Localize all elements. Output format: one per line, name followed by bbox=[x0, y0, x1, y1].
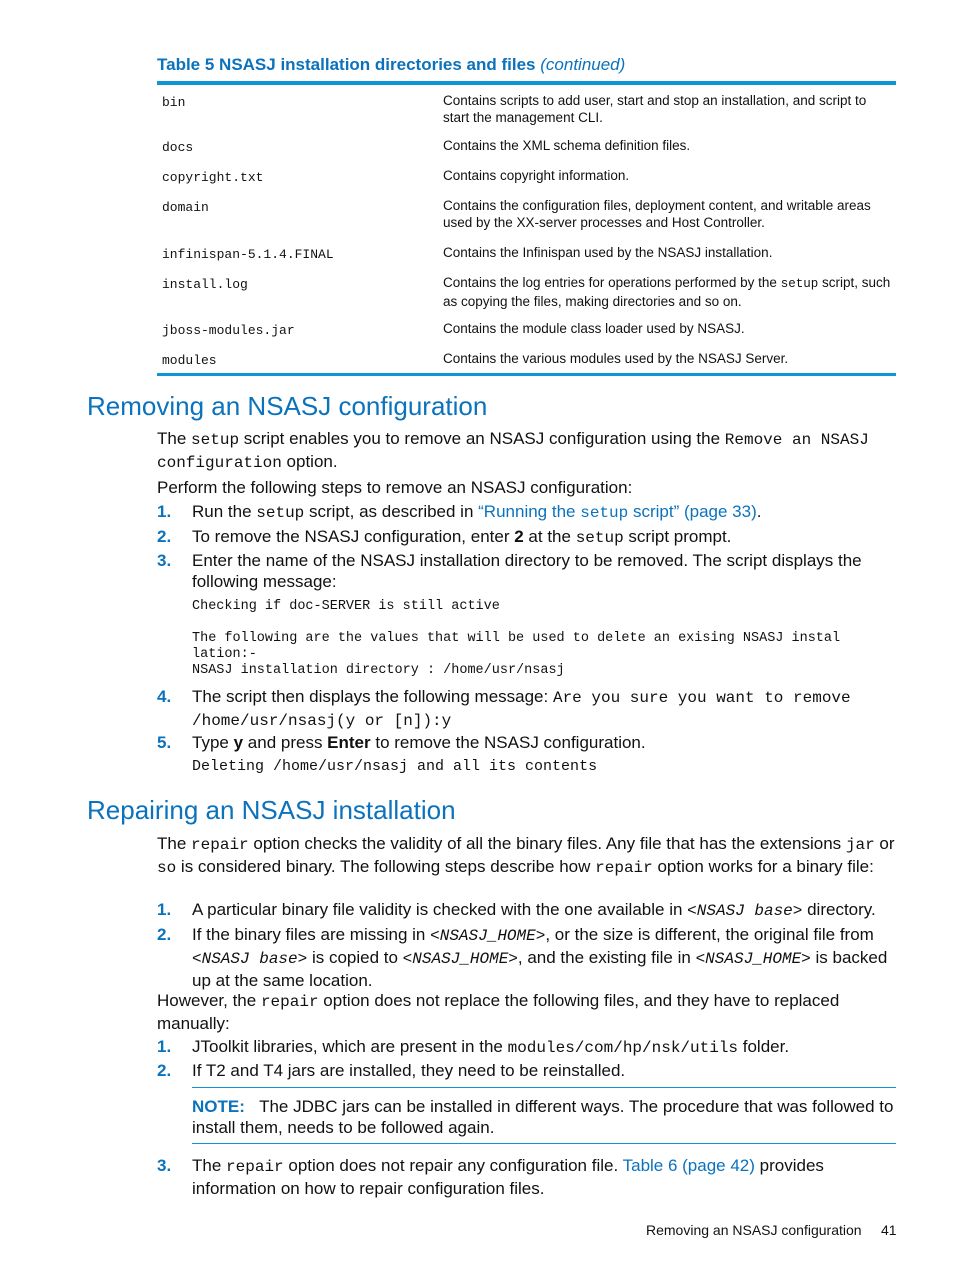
list-item: 2. If the binary files are missing in <NSASJ_HOME>, or the size is different, the original file from <NSASJ base> is copied to <NSASJ_HOME>, and the existing file in <NSASJ_HOME> is backed up at the same location. bbox=[157, 925, 888, 990]
section-heading-repair: Repairing an NSASJ installation bbox=[87, 795, 456, 825]
table-cell-name: modules bbox=[162, 353, 217, 368]
repair-intro: The repair option checks the validity of all the binary files. Any file that has the extensions jar or so is considered binary. The following steps describe how repair option works for a binary file: bbox=[157, 834, 895, 877]
table-cell-name: infinispan-5.1.4.FINAL bbox=[162, 247, 334, 262]
code-delete-output: Deleting /home/usr/nsasj and all its contents bbox=[192, 758, 598, 775]
table-cell-name: domain bbox=[162, 200, 209, 215]
list-item: 3. Enter the name of the NSASJ installation directory to be removed. The script displays the following message: bbox=[157, 551, 862, 591]
table-cell-name: install.log bbox=[162, 277, 248, 292]
table-top-rule bbox=[157, 81, 896, 85]
table-cell-desc: Contains the Infinispan used by the NSASJ installation. bbox=[443, 245, 773, 260]
note-top-rule bbox=[192, 1087, 896, 1088]
table6-link[interactable]: Table 6 (page 42) bbox=[622, 1156, 755, 1175]
list-item: 2. If T2 and T4 jars are installed, they need to be reinstalled. bbox=[157, 1061, 626, 1080]
table-cell-desc: Contains the XML schema definition files. bbox=[443, 138, 691, 153]
table-cell-name: docs bbox=[162, 140, 194, 155]
table-cell-name: copyright.txt bbox=[162, 170, 264, 185]
table-bottom-rule bbox=[157, 373, 896, 376]
list-item: 4. The script then displays the following message: Are you sure you want to remove /home/usr/nsasj(y or [n]):y bbox=[157, 687, 851, 730]
remove-intro: The setup script enables you to remove an NSASJ configuration using the Remove an NSASJ configuration option. bbox=[157, 429, 869, 472]
table-cell-desc: Contains scripts to add user, start and stop an installation, and script to start the management CLI. bbox=[443, 93, 867, 125]
table-cell-desc: Contains copyright information. bbox=[443, 168, 630, 183]
table-cell-desc: Contains the module class loader used by NSASJ. bbox=[443, 321, 745, 336]
footer-section-title: Removing an NSASJ configuration bbox=[646, 1222, 862, 1238]
table-cell-desc: Contains the various modules used by the NSASJ Server. bbox=[443, 351, 789, 366]
list-item: 1. JToolkit libraries, which are present in the modules/com/hp/nsk/utils folder. bbox=[157, 1037, 790, 1057]
page-number: 41 bbox=[881, 1222, 897, 1238]
note-text: The JDBC jars can be installed in different ways. The procedure that was followed to install them, needs to be followed again. bbox=[192, 1097, 894, 1137]
list-item: 2. To remove the NSASJ configuration, enter 2 at the setup script prompt. bbox=[157, 527, 732, 547]
table-cell-desc: Contains the configuration files, deployment content, and writable areas used by the XX-server processes and Host Controller. bbox=[443, 198, 871, 230]
list-item: 3. The repair option does not repair any configuration file. Table 6 (page 42) provides information on how to repair configuration files. bbox=[157, 1156, 824, 1198]
note-label: NOTE: bbox=[192, 1097, 245, 1116]
table-cell-name: bin bbox=[162, 95, 186, 110]
section-heading-remove: Removing an NSASJ configuration bbox=[87, 391, 488, 421]
list-item: 5. Type y and press Enter to remove the NSASJ configuration. bbox=[157, 733, 646, 752]
repair-however: However, the repair option does not replace the following files, and they have to replaced manually: bbox=[157, 991, 840, 1033]
remove-perform-text: Perform the following steps to remove an NSASJ configuration: bbox=[157, 478, 633, 497]
table-cell-desc: Contains the log entries for operations performed by the setup script, such as copying the files, making directories and so on. bbox=[443, 275, 891, 309]
note-box bbox=[192, 1096, 896, 1138]
list-item: 1. Run the setup script, as described in “Running the setup script” (page 33). bbox=[157, 502, 762, 522]
note-bottom-rule bbox=[192, 1143, 896, 1144]
running-setup-link[interactable]: “Running the setup script” (page 33) bbox=[478, 502, 757, 522]
code-block-message: Checking if doc-SERVER is still active The following are the values that will be used to delete an exising NSASJ instal lation:- NSASJ installation directory : /home/usr/nsasj bbox=[192, 599, 841, 678]
list-item: 1. A particular binary file validity is checked with the one available in <NSASJ base> directory. bbox=[157, 900, 876, 920]
table-cell-name: jboss-modules.jar bbox=[162, 323, 295, 338]
table-caption: Table 5 NSASJ installation directories and files (continued) bbox=[157, 55, 626, 74]
